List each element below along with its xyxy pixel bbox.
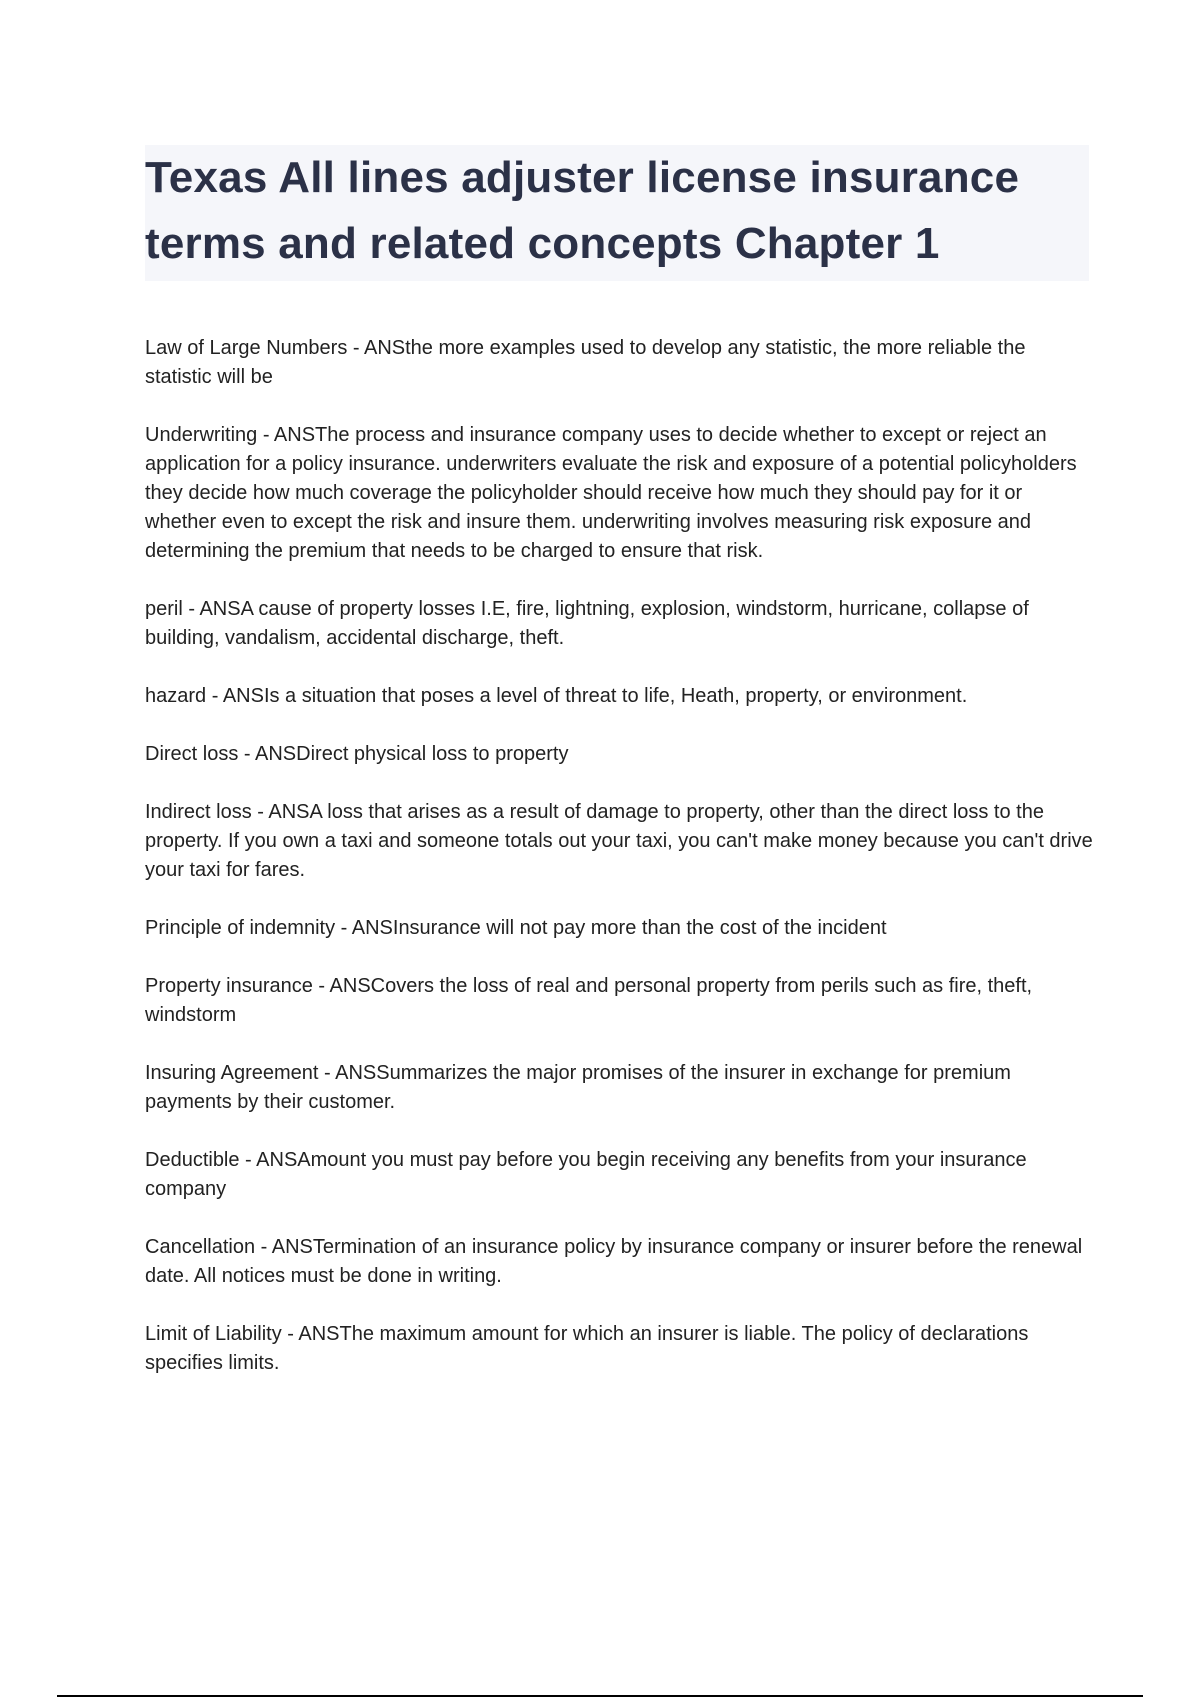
- glossary-entry-underwriting: Underwriting - ANSThe process and insurance company uses to decide whether to except or reject an application for a policy insurance. underwriters evaluate the risk and exposure of a potential policyholders they decide how much coverage the policyholder should receive how much they should pay for it or whether even to except the risk and insure them. underwriting involves measuring risk exposure and determining the premium that needs to be charged to ensure that risk.: [145, 424, 1077, 562]
- glossary-entry-indirect-loss: Indirect loss - ANSA loss that arises as a result of damage to property, other than the direct loss to the property. If you own a taxi and someone totals out your taxi, you can't make money because you can't drive your taxi for fares.: [145, 801, 1093, 881]
- glossary-entry-peril: peril - ANSA cause of property losses I.E, fire, lightning, explosion, windstorm, hurricane, collapse of building, vandalism, accidental discharge, theft.: [145, 598, 1029, 649]
- glossary-entry-insuring-agreement: Insuring Agreement - ANSSummarizes the major promises of the insurer in exchange for premium payments by their customer.: [145, 1062, 1011, 1113]
- glossary-entry-deductible: Deductible - ANSAmount you must pay before you begin receiving any benefits from your insurance company: [145, 1149, 1027, 1200]
- glossary-entry-limit-of-liability: Limit of Liability - ANSThe maximum amount for which an insurer is liable. The policy of declarations specifies limits.: [145, 1323, 1029, 1374]
- document-title: Texas All lines adjuster license insurance terms and related concepts Chapter 1: [145, 153, 1020, 268]
- glossary-entry-direct-loss: Direct loss - ANSDirect physical loss to property: [145, 743, 569, 765]
- glossary-entry-law-of-large-numbers: Law of Large Numbers - ANSthe more examples used to develop any statistic, the more reliable the statistic will be: [145, 337, 1026, 388]
- glossary-list: [145, 334, 1095, 1407]
- glossary-entry-property-insurance: Property insurance - ANSCovers the loss of real and personal property from perils such as fire, theft, windstorm: [145, 975, 1033, 1026]
- page-bottom-rule: [57, 1695, 1143, 1697]
- title-block: [145, 145, 1089, 281]
- glossary-entry-hazard: hazard - ANSIs a situation that poses a level of threat to life, Heath, property, or environment.: [145, 685, 968, 707]
- glossary-entry-principle-of-indemnity: Principle of indemnity - ANSInsurance will not pay more than the cost of the incident: [145, 917, 887, 939]
- glossary-entry-cancellation: Cancellation - ANSTermination of an insurance policy by insurance company or insurer before the renewal date. All notices must be done in writing.: [145, 1236, 1083, 1287]
